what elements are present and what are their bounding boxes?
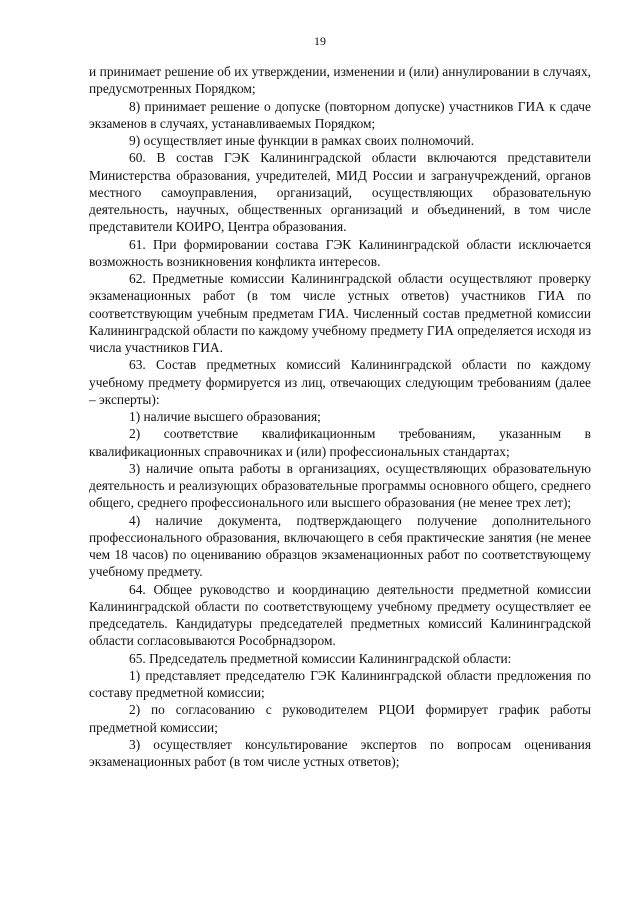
paragraph-64: 64. Общее руководство и координацию деятельности предметной комиссии Калининградской области по соответствующему учебному предмету осуществляет ее председатель. Кандидатуры председателей предметных комиссий Калининградской области согласовываются Рособрнадзором. — [89, 581, 591, 649]
paragraph-63-item-4: 4) наличие документа, подтверждающего получение дополнительного профессионального образования, включающего в себя практические занятия (не менее чем 18 часов) по оцениванию образцов экзаменационных работ по соответствующему учебному предмету. — [89, 512, 591, 580]
paragraph-63: 63. Состав предметных комиссий Калининградской области по каждому учебному предмету формируется из лиц, отвечающих следующим требованиям (далее – эксперты): — [89, 357, 591, 407]
page-number: 19 — [314, 34, 326, 48]
paragraph-65-item-1: 1) представляет председателю ГЭК Калининградской области предложения по составу предметной комиссии; — [89, 667, 591, 700]
paragraph-65-item-3: 3) осуществляет консультирование экспертов по вопросам оценивания экзаменационных работ (в том числе устных ответов); — [89, 736, 591, 769]
paragraph-65-item-2: 2) по согласованию с руководителем РЦОИ формирует график работы предметной комиссии; — [89, 702, 591, 735]
paragraph-62: 62. Предметные комиссии Калининградской области осуществляют проверку экзаменационных работ (в том числе устных ответов) участников ГИА по соответствующим учебным предметам ГИА. Численный состав предметной комиссии Калининградской области по каждому учебному предмету ГИА определяется исходя из числа участников ГИА. — [89, 271, 591, 355]
paragraph-65: 65. Председатель предметной комиссии Калининградской области: — [129, 650, 512, 666]
paragraph-item-8: 8) принимает решение о допуске (повторном допуске) участников ГИА к сдаче экзаменов в случаях, устанавливаемых Порядком; — [89, 98, 591, 131]
paragraph-continuation: и принимает решение об их утверждении, изменении и (или) аннулировании в случаях, предусмотренных Порядком; — [89, 64, 591, 97]
paragraph-63-item-3: 3) наличие опыта работы в организациях, осуществляющих образовательную деятельность и реализующих образовательные программы основного общего, среднего общего, среднего профессионального или высшего образования (не менее трех лет); — [89, 460, 591, 511]
paragraph-63-item-2: 2) соответствие квалификационным требованиям, указанным в квалификационных справочниках и (или) профессиональных стандартах; — [89, 426, 591, 459]
paragraph-item-9: 9) осуществляет иные функции в рамках своих полномочий. — [129, 133, 475, 148]
paragraph-61: 61. При формировании состава ГЭК Калининградской области исключается возможность возникновения конфликта интересов. — [89, 236, 591, 269]
paragraph-63-item-1: 1) наличие высшего образования; — [129, 409, 321, 424]
paragraph-60: 60. В состав ГЭК Калининградской области включаются представители Министерства образования, учредителей, МИД России и загранучреждений, органов местного самоуправления, организаций, осуществляющих образовательную деятельность, научных, общественных организаций и объединений, в том числе представители КОИРО, Центра образования. — [89, 150, 591, 235]
document-body — [89, 63, 591, 770]
